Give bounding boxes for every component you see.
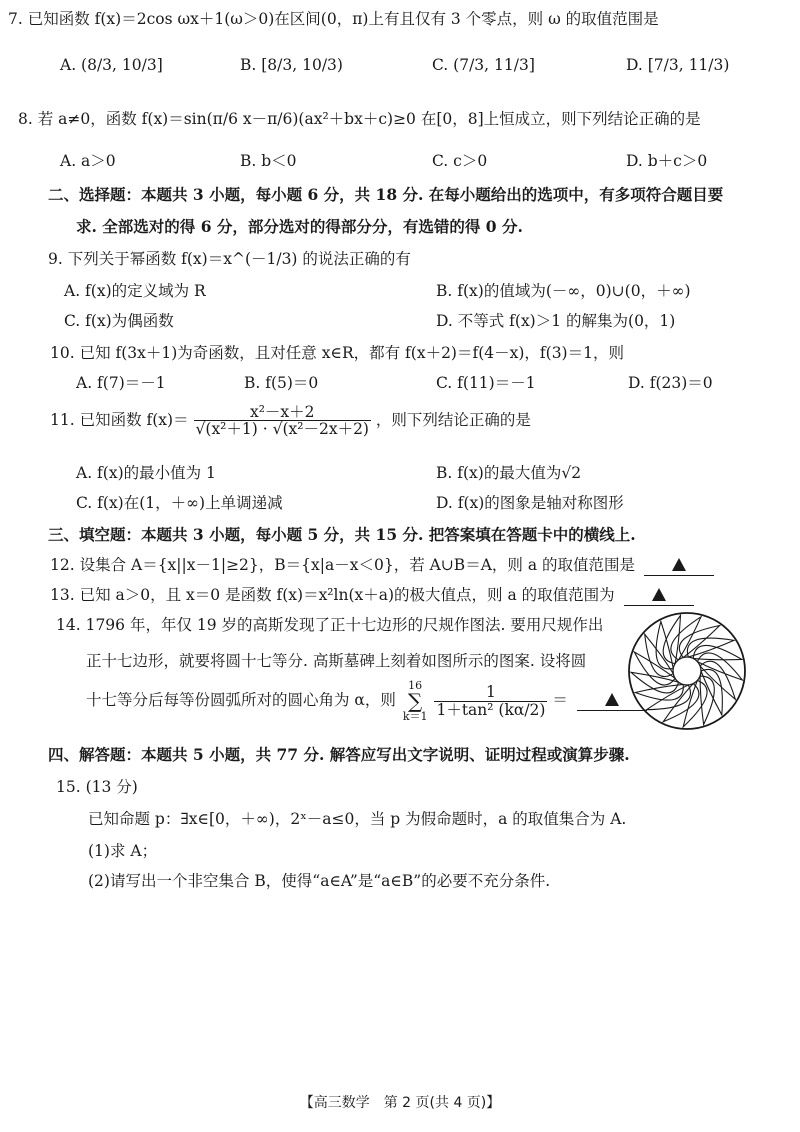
- q10-option-d: D. f(23)＝0: [628, 374, 713, 392]
- q13-text: 13. 已知 a＞0，且 x＝0 是函数 f(x)＝x²ln(x＋a)的极大值点，则 a 的取值范围为: [50, 586, 615, 604]
- q11-option-a: A. f(x)的最小值为 1: [76, 464, 216, 482]
- q14-denominator: 1＋tan² (kα/2): [436, 700, 546, 719]
- q10-stem: 10. 已知 f(3x＋1)为奇函数，且对任意 x∈R，都有 f(x＋2)＝f(4－x)，f(3)＝1，则: [50, 344, 624, 362]
- q8-option-b: B. b＜0: [240, 152, 297, 170]
- q8-option-d: D. b＋c＞0: [626, 152, 708, 170]
- q11-suffix: ，则下列结论正确的是: [375, 410, 531, 429]
- section-4-heading: 四、解答题：本题共 5 小题，共 77 分. 解答应写出文字说明、证明过程或演算步骤.: [48, 745, 630, 764]
- q9-option-a: A. f(x)的定义域为 R: [64, 282, 206, 300]
- gauss-heptadecagon-rosette-figure: [626, 610, 748, 732]
- q8-stem: 8. 若 a≠0，函数 f(x)＝sin(π/6 x－π/6)(ax²＋bx＋c)≥0 在[0，8]上恒成立，则下列结论正确的是: [18, 110, 701, 128]
- q14-sum-lower: k＝1: [402, 710, 428, 723]
- q7-option-a: A. (8/3, 10/3]: [60, 56, 163, 74]
- q14-line3-text: 十七等分后每等份圆弧所对的圆心角为 α，则: [86, 691, 396, 709]
- q11-stem: [50, 404, 531, 438]
- q10-option-b: B. f(5)＝0: [244, 374, 319, 392]
- q10-option-a: A. f(7)＝－1: [76, 374, 166, 392]
- q9-stem: 9. 下列关于幂函数 f(x)＝x^(－1/3) 的说法正确的有: [48, 250, 411, 268]
- section-3-heading: 三、填空题：本题共 3 小题，每小题 5 分，共 15 分. 把答案填在答题卡中的横线上.: [48, 525, 636, 544]
- q7-option-d: D. [7/3, 11/3): [626, 56, 730, 74]
- q14-summation: [403, 680, 428, 722]
- sigma-icon: ∑: [408, 689, 423, 713]
- q11-denominator: √(x²＋1) · √(x²－2x＋2): [195, 420, 369, 439]
- q11-prefix: 11. 已知函数 f(x)＝: [50, 410, 189, 429]
- q8-option-c: C. c＞0: [432, 152, 488, 170]
- rosette-inner-circle: [673, 657, 701, 685]
- q13-stem: [50, 586, 694, 606]
- rosette-petal: [663, 615, 680, 663]
- q15-title: 15. (13 分): [56, 778, 138, 796]
- q12-stem: [50, 556, 714, 576]
- q14-sum-upper: 16: [408, 679, 423, 692]
- q14-line3: [86, 680, 647, 722]
- page-footer: 【高三数学 第 2 页(共 4 页)】: [299, 1095, 501, 1111]
- q14-line1: 14. 1796 年，年仅 19 岁的高斯发现了正十七边形的尺规作图法. 要用尺规作出: [56, 616, 604, 634]
- q9-option-c: C. f(x)为偶函数: [64, 312, 174, 330]
- rosette-petal: [635, 684, 683, 700]
- q14-line2: 正十七边形，就要将圆十七等分. 高斯墓碑上刻着如图所示的图案. 设将圆: [86, 652, 587, 670]
- q8-option-a: A. a＞0: [60, 152, 116, 170]
- q11-numerator: x²－x＋2: [194, 404, 371, 421]
- q11-option-d: D. f(x)的图象是轴对称图形: [436, 494, 624, 512]
- rosette-petal: [693, 645, 742, 659]
- rosette-petal: [645, 634, 674, 676]
- q15-line3: (2)请写出一个非空集合 B，使得“a∈A”是“a∈B”的必要不充分条件.: [88, 872, 551, 890]
- q12-text: 12. 设集合 A＝{x||x－1|≥2}，B＝{x|a－x＜0}，若 A∪B＝A，则 a 的取值范围是: [50, 556, 635, 574]
- q9-option-d: D. 不等式 f(x)＞1 的解集为(0，1): [436, 312, 676, 330]
- triangle-icon: [672, 558, 686, 571]
- rosette-petals: [631, 615, 742, 726]
- q14-numerator: 1: [434, 684, 547, 701]
- q9-option-b: B. f(x)的值域为(－∞，0)∪(0，＋∞): [436, 282, 691, 300]
- q15-line2: (1)求 A；: [88, 842, 158, 860]
- q7-stem: 7. 已知函数 f(x)＝2cos ωx＋1(ω＞0)在区间(0，π)上有且仅有 3 个零点，则 ω 的取值范围是: [8, 10, 659, 28]
- q14-equals: ＝: [552, 691, 568, 709]
- q11-option-c: C. f(x)在(1，＋∞)上单调递减: [76, 494, 283, 512]
- q14-fraction: [434, 684, 547, 718]
- q15-line1: 已知命题 p：∃x∈[0，＋∞)，2ˣ－a≤0，当 p 为假命题时，a 的取值集合为 A.: [88, 810, 627, 828]
- triangle-icon: [652, 588, 666, 601]
- q7-option-c: C. (7/3, 11/3]: [432, 56, 535, 74]
- q13-answer-blank: [624, 586, 694, 606]
- triangle-icon: [605, 693, 619, 706]
- q11-option-b: B. f(x)的最大值为√2: [436, 464, 582, 482]
- section-2-heading-line2: 求. 全部选对的得 6 分，部分选对的得部分分，有选错的得 0 分.: [76, 217, 523, 236]
- q11-fraction: [194, 404, 371, 438]
- section-2-heading-line1: 二、选择题：本题共 3 小题，每小题 6 分，共 18 分. 在每小题给出的选项中，有多项符合题目要: [48, 185, 724, 204]
- rosette-petal: [679, 626, 719, 658]
- q12-answer-blank: [644, 556, 714, 576]
- q7-option-b: B. [8/3, 10/3): [240, 56, 343, 74]
- q10-option-c: C. f(11)＝－1: [436, 374, 536, 392]
